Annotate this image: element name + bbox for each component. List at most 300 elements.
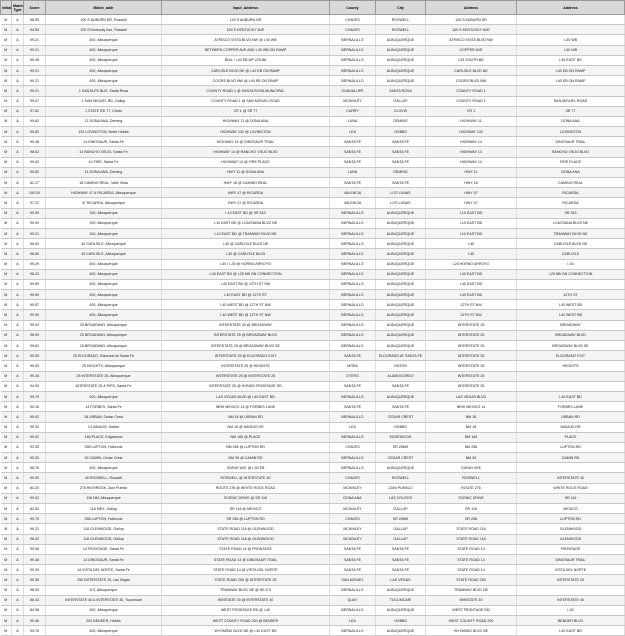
cell-input-address[interactable]: ROSWELL @ INTERSTATE 40: [162, 473, 330, 483]
table-row[interactable]: [1, 157, 625, 167]
cell-match-type[interactable]: A: [12, 65, 24, 75]
cell-address-2[interactable]: WHITE ROCK ROAD: [517, 483, 625, 493]
cell-match-addr[interactable]: 14 NAVAJO, Hobbs: [46, 422, 162, 432]
table-row[interactable]: [1, 228, 625, 238]
cell-match-type[interactable]: A: [12, 249, 24, 259]
cell-input-address[interactable]: STATE ROAD 118 @ GLENWOOD: [162, 524, 330, 534]
cell-address-1[interactable]: INTERSTATE 25: [426, 381, 517, 391]
cell-input-address[interactable]: NM 256 @ LUPTON RD: [162, 442, 330, 452]
cell-score[interactable]: 99.46: [24, 137, 46, 147]
cell-match-addr[interactable]: 11 DONA ANA, Deming: [46, 167, 162, 177]
header-match-type[interactable]: Match Type: [12, 1, 24, 15]
cell-city[interactable]: EDGEWOOD: [376, 432, 426, 442]
cell-initial[interactable]: M: [1, 218, 12, 228]
cell-address-1[interactable]: 100 S KENTUCKY AVE: [426, 25, 517, 35]
cell-county[interactable]: SANTA FE: [330, 147, 376, 157]
cell-match-addr[interactable]: 400, Albuquerque: [46, 300, 162, 310]
header-address-2[interactable]: Address: [517, 1, 625, 15]
table-row[interactable]: [1, 544, 625, 554]
cell-address-1[interactable]: SR 256: [426, 514, 517, 524]
cell-match-addr[interactable]: 25 BROADWAY, Albuquerque: [46, 330, 162, 340]
cell-input-address[interactable]: 100 S AUBURN DR: [162, 15, 330, 25]
cell-match-addr[interactable]: 8 S, Albuquerque: [46, 585, 162, 595]
cell-address-2[interactable]: LUPTON RD: [517, 442, 625, 452]
cell-input-address[interactable]: WYOMING BLVD NE @ I-40 EAST BD: [162, 626, 330, 636]
table-row[interactable]: [1, 585, 625, 595]
cell-initial[interactable]: M: [1, 493, 12, 503]
table-row[interactable]: [1, 106, 625, 116]
cell-input-address[interactable]: INTERSTATE 25 @ BROADWAY BLVD SE: [162, 341, 330, 351]
cell-score[interactable]: 98.09: [24, 585, 46, 595]
cell-county[interactable]: BERNALILLO: [330, 249, 376, 259]
cell-match-addr[interactable]: 25 HEIGHTS, Albuquerque: [46, 361, 162, 371]
cell-score[interactable]: 98.55: [24, 15, 46, 25]
cell-city[interactable]: LAS VEGAS: [376, 575, 426, 585]
cell-match-type[interactable]: A: [12, 208, 24, 218]
table-row[interactable]: [1, 127, 625, 137]
cell-input-address[interactable]: BIAL / I-40 EB MP 225-88: [162, 55, 330, 65]
cell-city[interactable]: ALBUQUERQUE: [376, 76, 426, 86]
cell-score[interactable]: 82.27: [24, 178, 46, 188]
cell-match-addr[interactable]: 400, Albuquerque: [46, 76, 162, 86]
cell-score[interactable]: 99.21: [24, 35, 46, 45]
table-row[interactable]: [1, 463, 625, 473]
cell-initial[interactable]: M: [1, 116, 12, 126]
cell-address-2[interactable]: BENDER BLVD: [517, 616, 625, 626]
cell-address-1[interactable]: I-40 EAST BD: [426, 279, 517, 289]
cell-initial[interactable]: M: [1, 15, 12, 25]
cell-county[interactable]: BERNALILLO: [330, 341, 376, 351]
cell-county[interactable]: LUNA: [330, 116, 376, 126]
cell-input-address[interactable]: SR 118 @ MEXICO: [162, 504, 330, 514]
cell-county[interactable]: SANTA FE: [330, 351, 376, 361]
cell-city[interactable]: DEMING: [376, 167, 426, 177]
table-row[interactable]: [1, 422, 625, 432]
cell-address-2[interactable]: RANCHO VIEJO BLVD: [517, 147, 625, 157]
cell-address-2[interactable]: SAN MIGUEL ROAD: [517, 96, 625, 106]
cell-score[interactable]: 99.57: [24, 300, 46, 310]
cell-city[interactable]: GALLUP: [376, 534, 426, 544]
cell-city[interactable]: ALBUQUERQUE: [376, 320, 426, 330]
cell-match-addr[interactable]: 25 BROADWAY, Albuquerque: [46, 320, 162, 330]
cell-match-type[interactable]: A: [12, 300, 24, 310]
cell-input-address[interactable]: INTERSTATE 25 @ INTERSTATE 25: [162, 371, 330, 381]
cell-address-1[interactable]: STATE ROAD 14: [426, 544, 517, 554]
cell-match-type[interactable]: A: [12, 290, 24, 300]
table-row[interactable]: [1, 137, 625, 147]
cell-address-2[interactable]: [517, 15, 625, 25]
cell-county[interactable]: MCKINLEY: [330, 483, 376, 493]
cell-address-2[interactable]: BROADWAY: [517, 320, 625, 330]
cell-address-2[interactable]: GLENWOOD: [517, 534, 625, 544]
cell-match-addr[interactable]: 200 BENDER, Hobbs: [46, 616, 162, 626]
cell-address-2[interactable]: I-40 EAST BD: [517, 391, 625, 401]
cell-address-1[interactable]: HWY 47: [426, 198, 517, 208]
cell-match-type[interactable]: A: [12, 605, 24, 615]
cell-initial[interactable]: M: [1, 86, 12, 96]
cell-address-2[interactable]: [517, 279, 625, 289]
cell-match-type[interactable]: A: [12, 524, 24, 534]
table-row[interactable]: [1, 442, 625, 452]
cell-match-type[interactable]: A: [12, 320, 24, 330]
cell-county[interactable]: BERNALILLO: [330, 320, 376, 330]
cell-address-1[interactable]: STATE ROAD 250: [426, 575, 517, 585]
cell-address-2[interactable]: HEIGHTS: [517, 361, 625, 371]
cell-address-2[interactable]: I-40 EB ON RAMP: [517, 65, 625, 75]
table-row[interactable]: [1, 412, 625, 422]
cell-match-type[interactable]: A: [12, 493, 24, 503]
cell-address-1[interactable]: NM 39: [426, 453, 517, 463]
cell-city[interactable]: ALBUQUERQUE: [376, 341, 426, 351]
table-row[interactable]: [1, 259, 625, 269]
cell-initial[interactable]: M: [1, 483, 12, 493]
cell-match-addr[interactable]: 400, Albuquerque: [46, 310, 162, 320]
cell-match-type[interactable]: A: [12, 504, 24, 514]
cell-match-type[interactable]: A: [12, 351, 24, 361]
cell-address-1[interactable]: CR 1: [426, 106, 517, 116]
cell-initial[interactable]: M: [1, 147, 12, 157]
cell-input-address[interactable]: STATE ROAD 14 @ DINOSAUR TRAIL: [162, 554, 330, 564]
cell-city[interactable]: LOS LUNAS: [376, 188, 426, 198]
cell-input-address[interactable]: STATE ROAD 250 @ INTERSTATE 25: [162, 575, 330, 585]
cell-match-addr[interactable]: 276 HIGHROCK, Zuni Pueblo: [46, 483, 162, 493]
cell-input-address[interactable]: WEST FRONTAGE RD @ I-40: [162, 605, 330, 615]
cell-input-address[interactable]: TRAMWAY BLVD NE @ NE 8 S: [162, 585, 330, 595]
cell-initial[interactable]: M: [1, 208, 12, 218]
cell-city[interactable]: CEDAR CREST: [376, 412, 426, 422]
cell-score[interactable]: 98.80: [24, 249, 46, 259]
cell-match-addr[interactable]: 1 SANTA FE BUS, Santa Rosa: [46, 86, 162, 96]
cell-input-address[interactable]: NM 18 @ URBAN RD: [162, 412, 330, 422]
table-row[interactable]: [1, 15, 625, 25]
table-row[interactable]: [1, 25, 625, 35]
table-row[interactable]: [1, 300, 625, 310]
cell-city[interactable]: SANTA FE: [376, 554, 426, 564]
cell-match-addr[interactable]: 40 CARLISLE, Albuquerque: [46, 249, 162, 259]
cell-score[interactable]: 99.42: [24, 157, 46, 167]
cell-match-addr[interactable]: 400, Albuquerque: [46, 55, 162, 65]
table-row[interactable]: [1, 453, 625, 463]
cell-county[interactable]: BERNALILLO: [330, 290, 376, 300]
cell-input-address[interactable]: COUNTY ROAD 1 @ SAN MIGUEL ROAD: [162, 96, 330, 106]
cell-input-address[interactable]: I-40 / I-25 @ HORNO ARROYO: [162, 259, 330, 269]
cell-score[interactable]: 84.58: [24, 605, 46, 615]
cell-match-type[interactable]: A: [12, 25, 24, 35]
cell-address-1[interactable]: 12TH ST NW: [426, 300, 517, 310]
cell-city[interactable]: SANTA FE: [376, 137, 426, 147]
cell-city[interactable]: ALBUQUERQUE: [376, 310, 426, 320]
cell-score[interactable]: 99.96: [24, 544, 46, 554]
cell-match-addr[interactable]: 400, Albuquerque: [46, 259, 162, 269]
cell-match-type[interactable]: A: [12, 55, 24, 65]
cell-initial[interactable]: M: [1, 310, 12, 320]
cell-address-1[interactable]: I-40: [426, 249, 517, 259]
table-row[interactable]: [1, 167, 625, 177]
table-row[interactable]: [1, 269, 625, 279]
cell-score[interactable]: 98.62: [24, 147, 46, 157]
cell-score[interactable]: 99.90: [24, 310, 46, 320]
cell-county[interactable]: SANTA FE: [330, 178, 376, 188]
cell-address-2[interactable]: 12TH ST: [517, 290, 625, 300]
cell-address-1[interactable]: WEST COUNTY ROAD 200: [426, 616, 517, 626]
cell-score[interactable]: 96.60: [24, 239, 46, 249]
cell-input-address[interactable]: I-40 @ CARLISLE BLVD: [162, 249, 330, 259]
cell-initial[interactable]: M: [1, 279, 12, 289]
cell-address-1[interactable]: NEW MEXICO 14: [426, 402, 517, 412]
cell-score[interactable]: 99.35: [24, 575, 46, 585]
cell-city[interactable]: ROSWELL: [376, 25, 426, 35]
cell-county[interactable]: VALENCIA: [330, 198, 376, 208]
cell-score[interactable]: 99.00: [24, 473, 46, 483]
cell-county[interactable]: BERNALILLO: [330, 239, 376, 249]
cell-city[interactable]: ALBUQUERQUE: [376, 45, 426, 55]
cell-county[interactable]: BERNALILLO: [330, 269, 376, 279]
cell-initial[interactable]: M: [1, 127, 12, 137]
cell-county[interactable]: BERNALILLO: [330, 432, 376, 442]
table-row[interactable]: [1, 473, 625, 483]
cell-initial[interactable]: M: [1, 106, 12, 116]
cell-initial[interactable]: M: [1, 442, 12, 452]
cell-match-type[interactable]: A: [12, 198, 24, 208]
cell-initial[interactable]: M: [1, 228, 12, 238]
cell-initial[interactable]: M: [1, 463, 12, 473]
cell-input-address[interactable]: CARLISLE BLVD NE @ I-40 EB ON RAMP: [162, 65, 330, 75]
cell-address-2[interactable]: LOVINGTON: [517, 127, 625, 137]
table-row[interactable]: [1, 188, 625, 198]
cell-address-1[interactable]: STATE ROAD 118: [426, 524, 517, 534]
cell-initial[interactable]: M: [1, 76, 12, 86]
cell-address-1[interactable]: WINSTATE 40: [426, 595, 517, 605]
cell-score[interactable]: 86.43: [24, 595, 46, 605]
cell-score[interactable]: 99.32: [24, 422, 46, 432]
cell-match-addr[interactable]: 40 ROSWELL, Roswell: [46, 473, 162, 483]
cell-match-addr[interactable]: 14 DINOSAUR, Santa Fe: [46, 137, 162, 147]
cell-match-type[interactable]: A: [12, 45, 24, 55]
cell-address-1[interactable]: 100 S AUBURN DR: [426, 15, 517, 25]
cell-score[interactable]: 99.78: [24, 626, 46, 636]
cell-initial[interactable]: M: [1, 422, 12, 432]
cell-county[interactable]: CHAVES: [330, 15, 376, 25]
cell-score[interactable]: 98.90: [24, 330, 46, 340]
cell-score[interactable]: 99.63: [24, 341, 46, 351]
cell-initial[interactable]: M: [1, 626, 12, 636]
cell-address-1[interactable]: I-10 EAST BD: [426, 228, 517, 238]
cell-address-1[interactable]: HWY 11: [426, 167, 517, 177]
cell-initial[interactable]: M: [1, 534, 12, 544]
cell-match-type[interactable]: A: [12, 402, 24, 412]
cell-match-type[interactable]: A: [12, 35, 24, 45]
cell-city[interactable]: ALBUQUERQUE: [376, 391, 426, 401]
cell-input-address[interactable]: OURAY AVE @ I-40 EB: [162, 463, 330, 473]
cell-score[interactable]: 99.21: [24, 76, 46, 86]
table-row[interactable]: [1, 351, 625, 361]
cell-address-2[interactable]: MEXICO: [517, 504, 625, 514]
cell-county[interactable]: SANTA FE: [330, 402, 376, 412]
cell-address-1[interactable]: INTERSTATE 25: [426, 320, 517, 330]
cell-input-address[interactable]: STATE ROAD 118 @ GLENWOOD: [162, 534, 330, 544]
cell-score[interactable]: 99.46: [24, 616, 46, 626]
cell-match-type[interactable]: A: [12, 371, 24, 381]
cell-match-addr[interactable]: 14 FRONTAGE, Santa Fe: [46, 544, 162, 554]
cell-match-type[interactable]: A: [12, 259, 24, 269]
cell-match-addr[interactable]: 400, Albuquerque: [46, 463, 162, 473]
cell-match-type[interactable]: A: [12, 544, 24, 554]
cell-input-address[interactable]: COUNTY ROAD 1 @ SANTA ROSA MUNICIPAL: [162, 86, 330, 96]
cell-match-addr[interactable]: 250 INTERSTATE 25, Las Vegas: [46, 575, 162, 585]
cell-address-1[interactable]: CARLISLE BLVD NE: [426, 65, 517, 75]
cell-match-addr[interactable]: 25 INTERSTATE 25, Albuquerque: [46, 371, 162, 381]
cell-address-2[interactable]: INTERSTATE 25: [517, 575, 625, 585]
cell-match-addr[interactable]: 400, Albuquerque: [46, 605, 162, 615]
header-address-1[interactable]: Address: [426, 1, 517, 15]
table-row[interactable]: [1, 310, 625, 320]
cell-score[interactable]: 98.02: [24, 534, 46, 544]
table-row[interactable]: [1, 96, 625, 106]
cell-address-2[interactable]: DONA ANA: [517, 167, 625, 177]
cell-match-type[interactable]: A: [12, 15, 24, 25]
cell-city[interactable]: ALBUQUERQUE: [376, 249, 426, 259]
table-row[interactable]: [1, 626, 625, 636]
cell-input-address[interactable]: I-40 @ CARLISLE BLVD NE: [162, 239, 330, 249]
cell-county[interactable]: BERNALILLO: [330, 208, 376, 218]
cell-city[interactable]: SANTA FE: [376, 565, 426, 575]
cell-address-2[interactable]: ELDORADO EXIT: [517, 351, 625, 361]
cell-address-1[interactable]: I-40 EAST BD: [426, 269, 517, 279]
cell-city[interactable]: TUCUMCARI: [376, 595, 426, 605]
cell-address-2[interactable]: GLENWOOD: [517, 524, 625, 534]
cell-county[interactable]: BERNALILLO: [330, 218, 376, 228]
cell-address-1[interactable]: ATRISCO VISTA BLVD NW: [426, 35, 517, 45]
cell-city[interactable]: SANTA FE: [376, 544, 426, 554]
cell-county[interactable]: CHAVES: [330, 514, 376, 524]
cell-address-1[interactable]: OURAY AVE: [426, 463, 517, 473]
cell-score[interactable]: 99.82: [24, 116, 46, 126]
cell-match-type[interactable]: A: [12, 453, 24, 463]
cell-county[interactable]: BERNALILLO: [330, 605, 376, 615]
cell-input-address[interactable]: I-10 EAST BD @ TRAMWAY BLVD NE: [162, 228, 330, 238]
cell-input-address[interactable]: HIGHWAY 14 @ RANCHO VIEJO BLVD: [162, 147, 330, 157]
table-row[interactable]: [1, 371, 625, 381]
cell-input-address[interactable]: I-40 EAST BD @ I-25 NB ON CONNECTION: [162, 269, 330, 279]
cell-county[interactable]: BERNALILLO: [330, 279, 376, 289]
cell-address-2[interactable]: [517, 463, 625, 473]
table-row[interactable]: [1, 279, 625, 289]
cell-match-addr[interactable]: 47 RICARDA, Albuquerque: [46, 198, 162, 208]
table-row[interactable]: [1, 432, 625, 442]
cell-input-address[interactable]: NM 39 @ CAMIN RD: [162, 453, 330, 463]
table-row[interactable]: [1, 595, 625, 605]
table-row[interactable]: [1, 534, 625, 544]
cell-match-addr[interactable]: 25 ELDORADO, Eldorado at Santa Fe: [46, 351, 162, 361]
cell-match-addr[interactable]: INTERSTATE 40 & INTERSTATE 40, Tucumcari: [46, 595, 162, 605]
cell-county[interactable]: SANTA FE: [330, 137, 376, 147]
cell-address-2[interactable]: I-40 EAST BD: [517, 55, 625, 65]
cell-address-1[interactable]: NM 18: [426, 412, 517, 422]
cell-match-addr[interactable]: 1 SAN MIGUEL RD, Gallup: [46, 96, 162, 106]
cell-score[interactable]: 97.62: [24, 106, 46, 116]
cell-match-addr[interactable]: 14 FORBES, Santa Fe: [46, 402, 162, 412]
cell-county[interactable]: BERNALILLO: [330, 391, 376, 401]
cell-match-type[interactable]: A: [12, 341, 24, 351]
cell-initial[interactable]: M: [1, 402, 12, 412]
cell-input-address[interactable]: WINSTATE 40 @ INTERSTATE 40: [162, 595, 330, 605]
cell-address-1[interactable]: I-40: [426, 239, 517, 249]
cell-address-1[interactable]: HIGHWAY 14: [426, 147, 517, 157]
cell-score[interactable]: 99.82: [24, 167, 46, 177]
cell-match-addr[interactable]: 11 DONA ANA, Deming: [46, 116, 162, 126]
cell-address-2[interactable]: I-40 WEST BD: [517, 300, 625, 310]
cell-city[interactable]: SR 256W: [376, 514, 426, 524]
cell-match-addr[interactable]: 400, Albuquerque: [46, 290, 162, 300]
cell-match-type[interactable]: A: [12, 432, 24, 442]
cell-score[interactable]: 99.21: [24, 65, 46, 75]
cell-match-type[interactable]: A: [12, 310, 24, 320]
cell-match-addr[interactable]: 14 RANCHO VIEJO, Santa Fe: [46, 147, 162, 157]
cell-initial[interactable]: M: [1, 473, 12, 483]
cell-county[interactable]: BERNALILLO: [330, 626, 376, 636]
cell-input-address[interactable]: ROUTE 276 @ WHITE ROCK ROAD: [162, 483, 330, 493]
cell-county[interactable]: CHAVES: [330, 473, 376, 483]
cell-county[interactable]: SAN MIGUEL: [330, 575, 376, 585]
table-row[interactable]: [1, 483, 625, 493]
cell-county[interactable]: BERNALILLO: [330, 76, 376, 86]
cell-score[interactable]: 99.69: [24, 290, 46, 300]
table-row[interactable]: [1, 504, 625, 514]
cell-score[interactable]: 92.05: [24, 442, 46, 452]
cell-city[interactable]: ALAMOGORDO: [376, 371, 426, 381]
cell-city[interactable]: ALBUQUERQUE: [376, 463, 426, 473]
cell-address-1[interactable]: I-25 SOUTH BD: [426, 55, 517, 65]
table-row[interactable]: [1, 554, 625, 564]
cell-address-1[interactable]: HWY 18: [426, 178, 517, 188]
cell-city[interactable]: SANTA FE: [376, 157, 426, 167]
cell-match-type[interactable]: A: [12, 483, 24, 493]
cell-match-type[interactable]: A: [12, 157, 24, 167]
cell-score[interactable]: 99.02: [24, 493, 46, 503]
cell-score[interactable]: 100.00: [24, 188, 46, 198]
table-row[interactable]: [1, 290, 625, 300]
cell-score[interactable]: 99.21: [24, 86, 46, 96]
cell-score[interactable]: 99.02: [24, 432, 46, 442]
cell-initial[interactable]: M: [1, 290, 12, 300]
cell-initial[interactable]: M: [1, 605, 12, 615]
cell-city[interactable]: SANTA FE: [376, 402, 426, 412]
cell-score[interactable]: 99.21: [24, 45, 46, 55]
cell-match-type[interactable]: A: [12, 534, 24, 544]
cell-match-type[interactable]: A: [12, 127, 24, 137]
header-initial[interactable]: Initial: [1, 1, 12, 15]
cell-match-type[interactable]: A: [12, 228, 24, 238]
cell-match-type[interactable]: A: [12, 616, 24, 626]
cell-city[interactable]: ALBUQUERQUE: [376, 330, 426, 340]
cell-initial[interactable]: M: [1, 188, 12, 198]
header-input-address[interactable]: Input_Address: [162, 1, 330, 15]
cell-input-address[interactable]: I-40 EAST BD @ 12TH ST: [162, 290, 330, 300]
cell-city[interactable]: ALBUQUERQUE: [376, 239, 426, 249]
cell-county[interactable]: SANTA FE: [330, 565, 376, 575]
cell-input-address[interactable]: 100 S KENTUCKY AVE: [162, 25, 330, 35]
cell-address-2[interactable]: I-40 WB: [517, 35, 625, 45]
cell-address-1[interactable]: NM 18: [426, 422, 517, 432]
table-row[interactable]: [1, 76, 625, 86]
cell-county[interactable]: BERNALILLO: [330, 330, 376, 340]
cell-address-2[interactable]: DINOSAUR TRAIL: [517, 137, 625, 147]
cell-address-1[interactable]: SCENIC DRIVE: [426, 493, 517, 503]
cell-county[interactable]: LUNA: [330, 167, 376, 177]
cell-score[interactable]: 99.09: [24, 208, 46, 218]
cell-address-1[interactable]: ROUTE 276: [426, 483, 517, 493]
table-row[interactable]: [1, 524, 625, 534]
